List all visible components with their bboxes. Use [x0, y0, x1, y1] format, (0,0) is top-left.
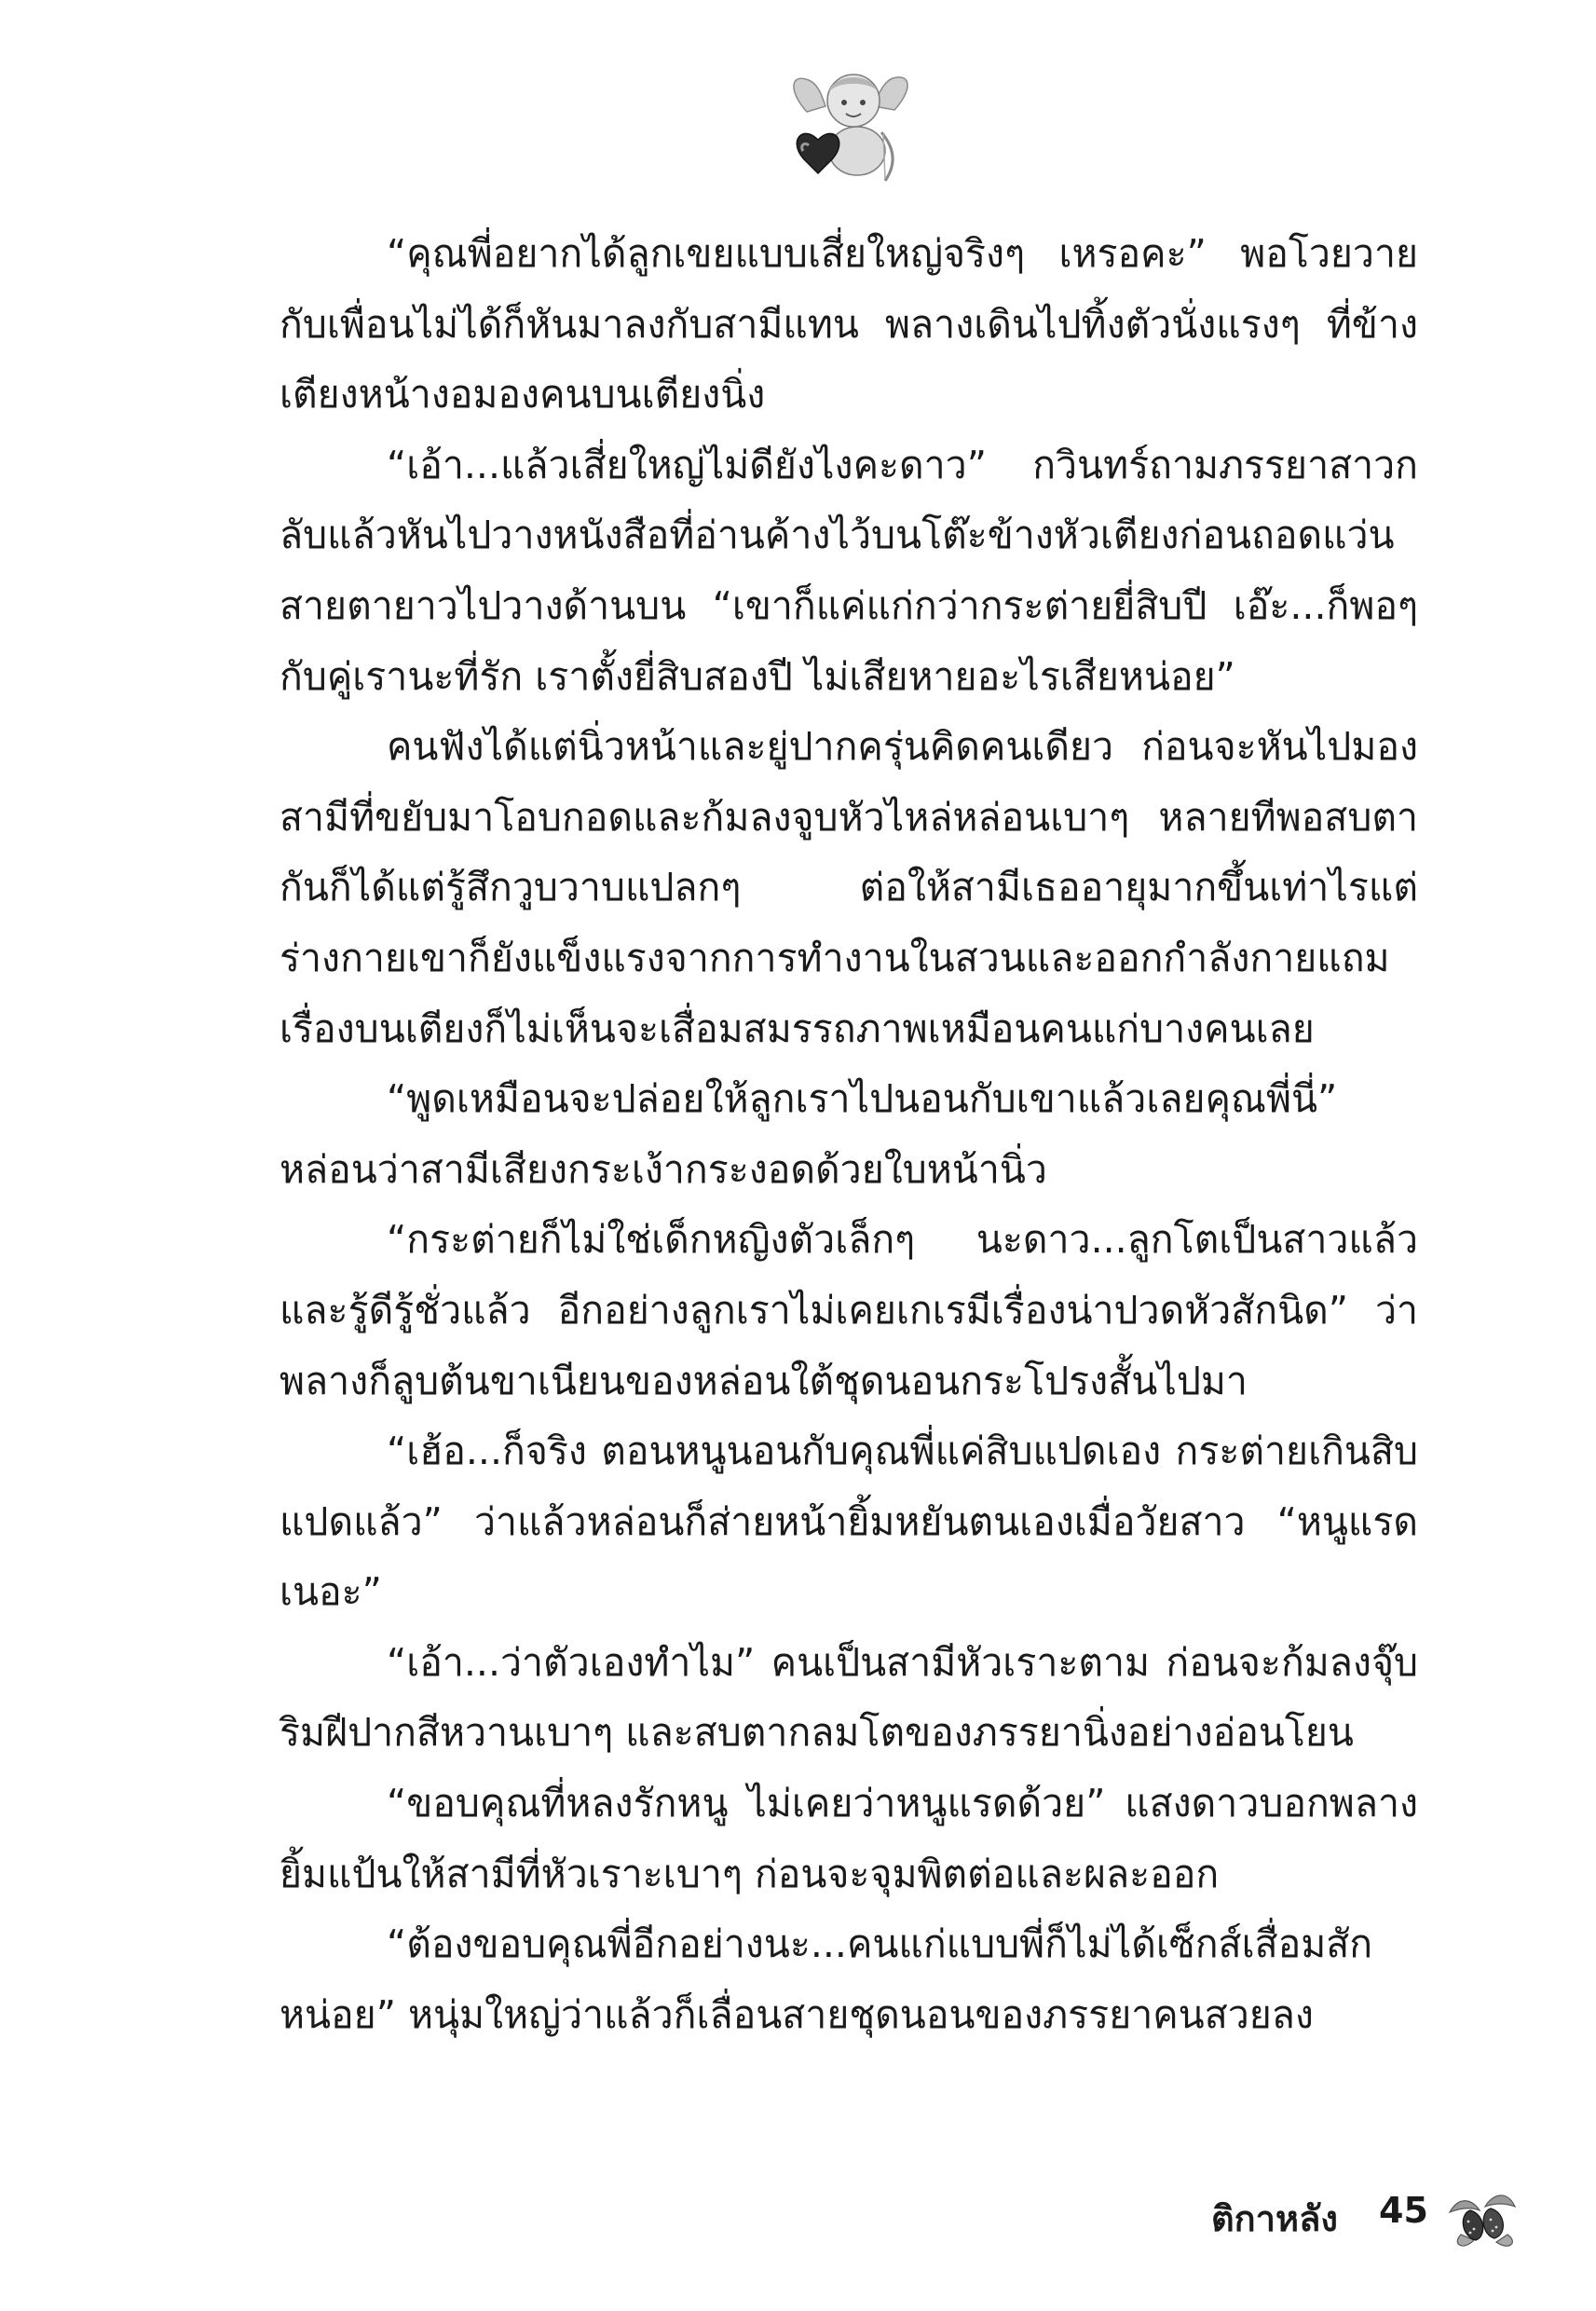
paragraph: “ขอบคุณที่หลงรักหนู ไม่เคยว่าหนูแรดด้วย” แสงดาวบอกพลางยิ้มแป้นให้สามีที่หัวเราะเบาๆ ก่อนจะจุมพิตต่อและผละออก [280, 1781, 1418, 1896]
body-text [280, 219, 1418, 2050]
paragraph: คนฟังได้แต่นิ่วหน้าและยู่ปากครุ่นคิดคนเดียว ก่อนจะหันไปมองสามีที่ขยับมาโอบกอดและก้มลงจูบหัวไหล่หล่อนเบาๆ หลายทีพอสบตากันก็ได้แต่รู้สึกวูบวาบแปลกๆ ต่อให้สามีเธออายุมากขึ้นเท่าไรแต่ร่างกายเขาก็ยังแข็งแรงจากการทำงานในสวนและออกกำลังกายแถมเรื่องบนเตียงก็ไม่เห็นจะเสื่อมสมรรถภาพเหมือนคนแก่บางคนเลย [280, 724, 1418, 1051]
running-title: ติกาหลัง [1211, 2198, 1338, 2239]
paragraph: “เอ้า...แล้วเสี่ยใหญ่ไม่ดียังไงคะดาว” กวินทร์ถามภรรยาสาวกลับแล้วหันไปวางหนังสือที่อ่านค้างไว้บนโต๊ะข้างหัวเตียงก่อนถอดแว่นสายตายาวไปวางด้านบน “เขาก็แค่แก่กว่ากระต่ายยี่สิบปี เอ๊ะ...ก็พอๆ กับคู่เรานะที่รัก เราตั้งยี่สิบสองปี ไม่เสียหายอะไรเสียหน่อย” [280, 442, 1418, 699]
strawberry-icon [1442, 2179, 1522, 2253]
page-number: 45 [1379, 2190, 1428, 2231]
paragraph: “เอ้า...ว่าตัวเองทำไม” คนเป็นสามีหัวเราะตาม ก่อนจะก้มลงจุ๊บริมฝีปากสีหวานเบาๆ และสบตากลมโตของภรรยานิ่งอย่างอ่อนโยน [280, 1639, 1418, 1756]
paragraph: “เฮ้อ...ก็จริง ตอนหนูนอนกับคุณพี่แค่สิบแปดเอง กระต่ายเกินสิบแปดแล้ว” ว่าแล้วหล่อนก็ส่ายหน้ายิ้มหยันตนเองเมื่อวัยสาว “หนูแรดเนอะ” [280, 1429, 1418, 1615]
paragraph: “พูดเหมือนจะปล่อยให้ลูกเราไปนอนกับเขาแล้วเลยคุณพี่นี่” หล่อนว่าสามีเสียงกระเง้ากระงอดด้วยใบหน้านิ่ว [280, 1076, 1338, 1192]
paragraph: “กระต่ายก็ไม่ใช่เด็กหญิงตัวเล็กๆ นะดาว...ลูกโตเป็นสาวแล้วและรู้ดีรู้ชั่วแล้ว อีกอย่างลูกเราไม่เคยเกเรมีเรื่องน่าปวดหัวสักนิด” ว่าพลางก็ลูบต้นขาเนียนของหล่อนใต้ชุดนอนกระโปรงสั้นไปมา [280, 1217, 1418, 1403]
paragraph: “ต้องขอบคุณพี่อีกอย่างนะ...คนแก่แบบพี่ก็ไม่ได้เซ็กส์เสื่อมสักหน่อย” หนุ่มใหญ่ว่าแล้วก็เลื่อนสายชุดนอนของภรรยาคนสวยลง [280, 1921, 1373, 2037]
page-footer [1211, 2179, 1519, 2253]
paragraph: “คุณพี่อยากได้ลูกเขยแบบเสี่ยใหญ่จริงๆ เหรอคะ” พอโวยวายกับเพื่อนไม่ได้ก็หันมาลงกับสามีแทน พลางเดินไปทิ้งตัวนั่งแรงๆ ที่ข้างเตียงหน้างอมองคนบนเตียงนิ่ง [280, 231, 1418, 417]
cupid-with-heart-icon [781, 54, 921, 194]
